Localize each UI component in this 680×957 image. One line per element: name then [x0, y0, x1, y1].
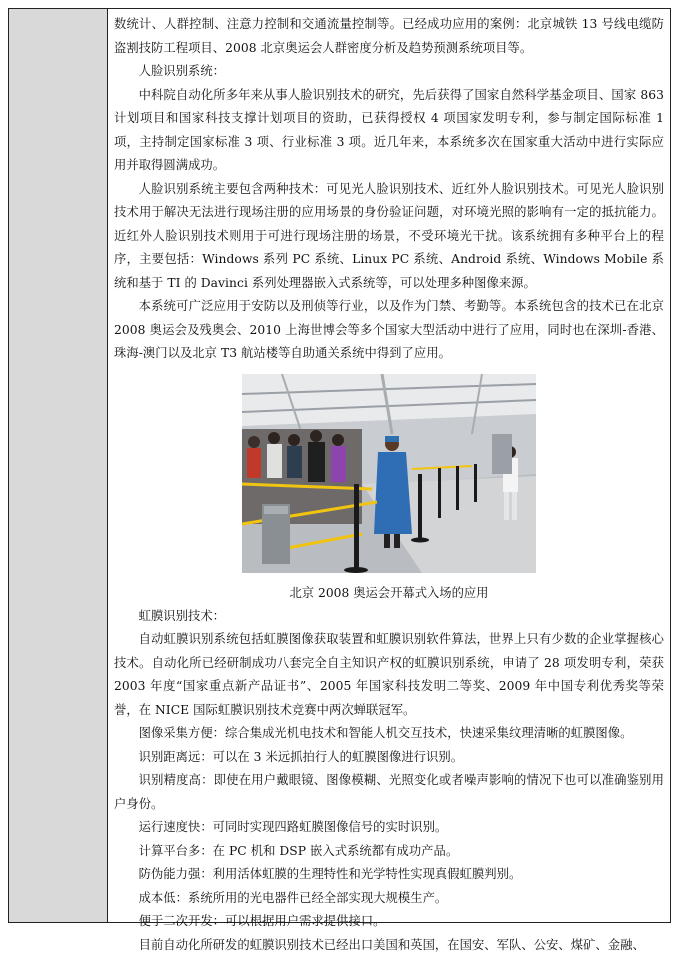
feature-secondary-development: 便于二次开发：可以根据用户需求提供接口。: [114, 910, 664, 934]
feature-computing-platforms: 计算平台多：在 PC 机和 DSP 嵌入式系统都有成功产品。: [114, 840, 664, 864]
feature-anti-spoofing: 防伪能力强：利用活体虹膜的生理特性和光学特性实现真假虹膜判别。: [114, 863, 664, 887]
paragraph-iris-system: 自动虹膜识别系统包括虹膜图像获取装置和虹膜识别软件算法，世界上只有少数的企业掌握核心技术。自动化所已经研制成功八套完全自主知识产权的虹膜识别系统，申请了 28 项发明专利，荣获 2003 年度“国家重点新产品证书”、2005 年国家科技发明二等奖、2009 年中国专利优秀奖等荣誉，在 NICE 国际虹膜识别技术竞赛中两次蝉联冠军。: [114, 628, 664, 722]
paragraph-iris-export: 目前自动化所研发的虹膜识别技术已经出口美国和英国，在国安、军队、公安、煤矿、金融、: [114, 934, 664, 957]
figure-caption: 北京 2008 奥运会开幕式入场的应用: [114, 581, 664, 605]
table-label-cell: [9, 9, 108, 922]
face-recognition-heading: 人脸识别系统：: [114, 60, 664, 84]
paragraph-face-technologies: 人脸识别系统主要包含两种技术：可见光人脸识别技术、近红外人脸识别技术。可见光人脸识别技术用于解决无法进行现场注册的应用场景的身份验证问题，对环境光照的影响有一定的抵抗能力。近红外人脸识别技术则用于可进行现场注册的场景，不受环境光干扰。该系统拥有多种平台上的程序，主要包括：Windows 系列 PC 系统、Linux PC 系统、Android 系统、Windows Mobile 系统和基于 TI 的 Davinci 系列处理器嵌入式系统等，可以处理多种图像来源。: [114, 178, 664, 296]
olympic-entrance-photo: [242, 374, 536, 573]
feature-image-capture: 图像采集方便：综合集成光机电技术和智能人机交互技术，快速采集纹理清晰的虹膜图像。: [114, 722, 664, 746]
table-content-cell: [108, 9, 670, 922]
document-table: [8, 8, 671, 923]
paragraph-crowd-analysis-cases: 数统计、人群控制、注意力控制和交通流量控制等。已经成功应用的案例：北京城铁 13 号线电缆防盗割技防工程项目、2008 北京奥运会人群密度分析及趋势预测系统项目等。: [114, 13, 664, 60]
figure: [114, 374, 664, 605]
feature-low-cost: 成本低：系统所用的光电器件已经全部实现大规模生产。: [114, 887, 664, 911]
feature-running-speed: 运行速度快：可同时实现四路虹膜图像信号的实时识别。: [114, 816, 664, 840]
paragraph-face-applications: 本系统可广泛应用于安防以及刑侦等行业，以及作为门禁、考勤等。本系统包含的技术已在北京 2008 奥运会及残奥会、2010 上海世博会等多个国家大型活动中进行了应用，同时也在深圳-香港、珠海-澳门以及北京 T3 航站楼等自助通关系统中得到了应用。: [114, 295, 664, 366]
feature-recognition-accuracy: 识别精度高：即使在用户戴眼镜、图像模糊、光照变化或者噪声影响的情况下也可以准确鉴别用户身份。: [114, 769, 664, 816]
paragraph-face-research: 中科院自动化所多年来从事人脸识别技术的研究，先后获得了国家自然科学基金项目、国家 863 计划项目和国家科技支撑计划项目的资助，已获得授权 4 项国家发明专利，参与制定国际标准 1 项，主持制定国家标准 3 项、行业标准 3 项。近几年来，本系统多次在国家重大活动中进行实际应用并取得圆满成功。: [114, 84, 664, 178]
feature-recognition-distance: 识别距离远：可以在 3 米远抓拍行人的虹膜图像进行识别。: [114, 746, 664, 770]
iris-recognition-heading: 虹膜识别技术：: [114, 605, 664, 629]
